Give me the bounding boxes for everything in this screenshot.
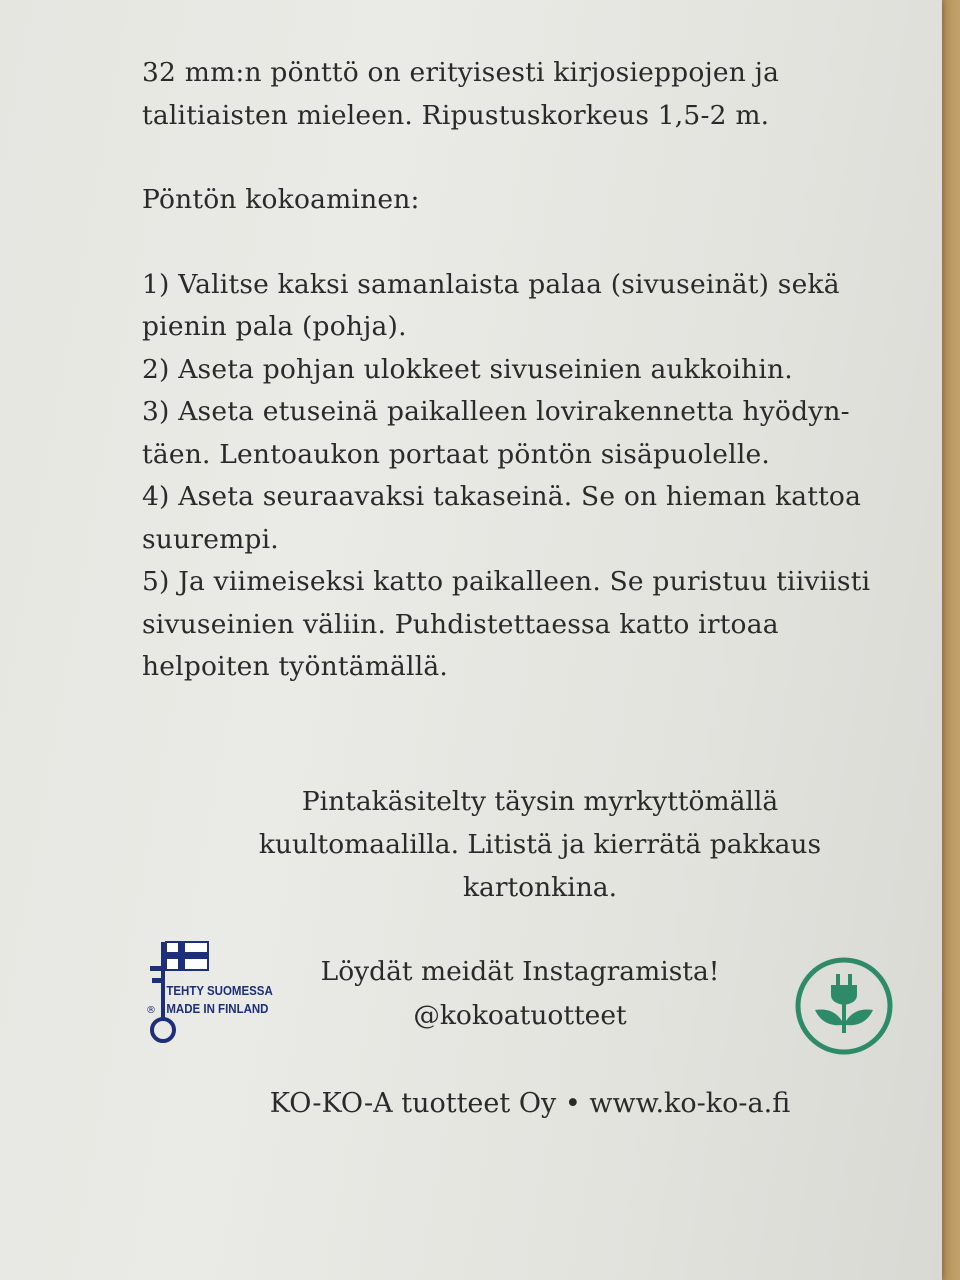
step-5-line-2: sivuseinien väliin. Puhdistettaessa katto irtoaa — [142, 608, 779, 640]
finish-note-line-1: Pintakäsitelty täysin myrkyttömällä — [301, 786, 779, 817]
step-2-line-1: 2) Aseta pohjan ulokkeet sivuseinien aukkoihin. — [142, 353, 793, 385]
social-line: Löydät meidät Instagramista! — [320, 956, 720, 987]
plug-leaf-icon — [793, 955, 895, 1057]
step-5-line-3: helpoiten työntämällä. — [142, 651, 449, 682]
footer — [180, 1082, 880, 1126]
step-4-line-1: 4) Aseta seuraavaksi takaseinä. Se on hieman kattoa — [142, 481, 862, 512]
assembly-heading: Pöntön kokoaminen: — [142, 184, 420, 215]
finland-logo-line-2: MADE IN FINLAND — [166, 1001, 269, 1017]
company-name: KO-KO-A tuotteet Oy — [269, 1088, 557, 1119]
step-5-line-1: 5) Ja viimeiseksi katto paikalleen. Se puristuu tiiviisti — [142, 566, 871, 597]
main-text — [142, 52, 922, 689]
step-1-line-2: pienin pala (pohja). — [142, 311, 407, 342]
description-line-2: talitiaisten mieleen. Ripustuskorkeus 1,5-2 m. — [142, 99, 770, 131]
finish-note — [200, 780, 880, 909]
finish-note-line-3: kartonkina. — [462, 872, 618, 903]
step-3-line-2: täen. Lentoaukon portaat pöntön sisäpuolelle. — [142, 438, 771, 470]
key-flag-icon — [136, 938, 286, 1048]
registered-mark: ® — [146, 1005, 156, 1016]
social-block — [280, 950, 760, 1038]
website-link[interactable]: www.ko-ko-a.fi — [589, 1088, 791, 1119]
description-line-1: 32 mm:n pönttö on erityisesti kirjosieppojen ja — [142, 57, 780, 88]
step-3-line-1: 3) Aseta etuseinä paikalleen lovirakennetta hyödyn- — [142, 396, 850, 427]
finish-note-line-2: kuultomaalilla. Litistä ja kierrätä pakkaus — [258, 829, 822, 860]
instagram-handle: @kokoatuotteet — [413, 1000, 627, 1031]
step-4-line-2: suurempi. — [142, 523, 279, 555]
finland-logo-line-1: TEHTY SUOMESSA — [166, 983, 273, 999]
footer-separator: • — [564, 1088, 581, 1119]
step-1-line-1: 1) Valitse kaksi samanlaista palaa (sivuseinät) sekä — [142, 268, 840, 300]
